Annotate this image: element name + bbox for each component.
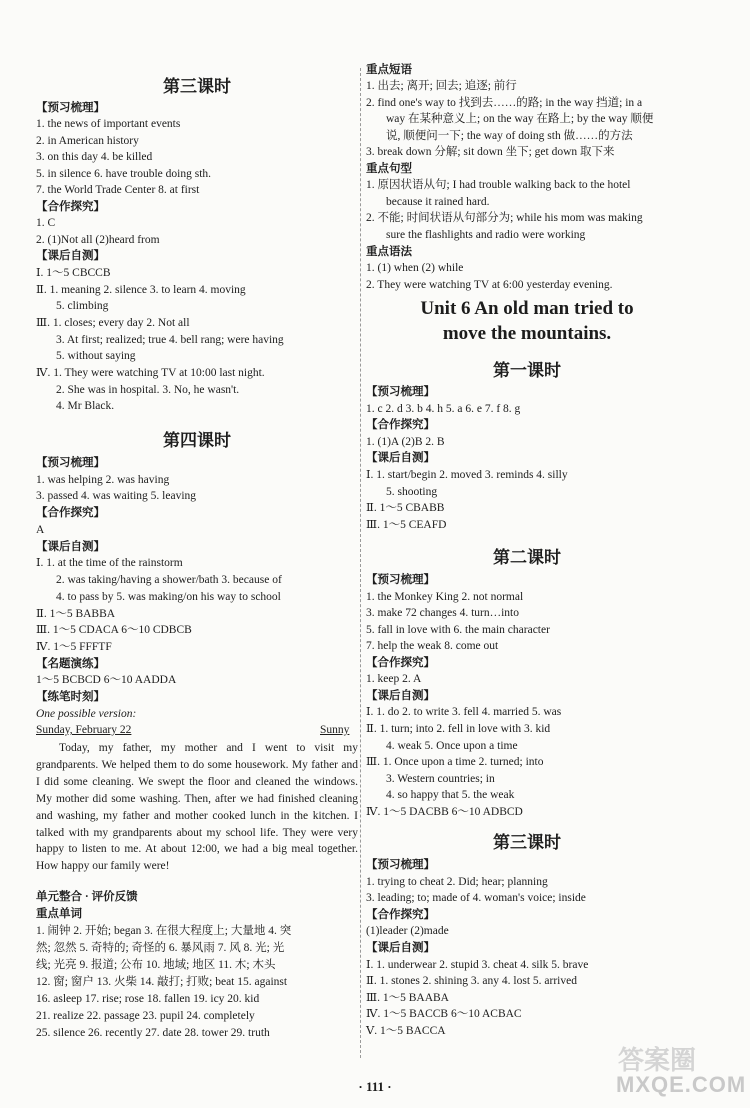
answer-line: Ⅴ. 1～5 BACCA xyxy=(366,1025,446,1037)
answer-line: 7. help the weak 8. come out xyxy=(366,640,499,652)
answer-line: 1. was helping 2. was having xyxy=(36,474,170,486)
section-heading: 【预习梳理】 xyxy=(366,574,435,586)
answer-line: 7. the World Trade Center 8. at first xyxy=(36,184,200,196)
answer-line: 3. passed 4. was waiting 5. leaving xyxy=(36,490,197,502)
section-heading: 【课后自测】 xyxy=(366,690,435,702)
answer-line: 12. 窗; 窗户 13. 火柴 14. 敲打; 打败; beat 15. against xyxy=(36,976,288,988)
answer-line: 4. to pass by 5. was making/on his way to school xyxy=(56,591,281,603)
answer-line: 2. find one's way to 找到去……的路; in the way 挡道; in a xyxy=(366,97,643,109)
answer-line: Ⅰ. 1. underwear 2. stupid 3. cheat 4. silk 5. brave xyxy=(366,959,589,971)
section-heading: 重点单词 xyxy=(36,908,82,920)
section-heading: 【合作探究】 xyxy=(366,657,435,669)
answer-line: 2. They were watching TV at 6:00 yesterday evening. xyxy=(366,279,613,291)
diary-paragraph: Today, my father, my mother and I went to visit my grandparents. We helped them to do some housework. My father and I did some cleaning. We swept the floor and cleaned the windows. My mother did some washing. Then, after we had finished cleaning and washing, my father and mother cooked lunch in the kitchen. I talked with my grandparents about my school life. They were very happy to listen to me. At about 12:00, we had a big meal together. How happy our family were! xyxy=(36,742,358,873)
answer-line: 1. 出去; 离开; 回去; 追逐; 前行 xyxy=(366,80,517,92)
lesson-title: 第二课时 xyxy=(493,548,561,567)
answer-line: Ⅱ. 1～5 CBABB xyxy=(366,502,445,514)
section-heading: 【课后自测】 xyxy=(36,250,105,262)
answer-line: 3. Western countries; in xyxy=(386,773,495,785)
answer-line: Ⅲ. 1. Once upon a time 2. turned; into xyxy=(366,756,544,768)
answer-line: 1. the news of important events xyxy=(36,118,181,130)
answer-line: 1. (1)A (2)B 2. B xyxy=(366,436,445,448)
version-label: One possible version: xyxy=(36,708,137,720)
diary-weather: Sunny xyxy=(320,724,350,736)
section-heading: 【课后自测】 xyxy=(366,942,435,954)
answer-line: 1. C xyxy=(36,217,56,229)
answer-line: 5. shooting xyxy=(386,486,438,498)
section-heading: 【合作探究】 xyxy=(36,201,105,213)
answer-line: 1. 原因状语从句; I had trouble walking back to the hotel xyxy=(366,179,631,191)
answer-line: Ⅳ. 1～5 FFFTF xyxy=(36,641,112,653)
section-heading: 【合作探究】 xyxy=(366,909,435,921)
answer-line: Ⅰ. 1～5 CBCCB xyxy=(36,267,111,279)
lesson-title: 第三课时 xyxy=(163,77,231,96)
answer-line: Ⅰ. 1. start/begin 2. moved 3. reminds 4. silly xyxy=(366,469,568,481)
section-heading: 【合作探究】 xyxy=(36,507,105,519)
answer-line: 2. was taking/having a shower/bath 3. because of xyxy=(56,574,282,586)
diary-date: Sunday, February 22 xyxy=(36,724,132,736)
answer-line: Ⅳ. 1. They were watching TV at 10:00 last night. xyxy=(36,367,265,379)
answer-line: 3. leading; to; made of 4. woman's voice; inside xyxy=(366,892,586,904)
answer-line: Ⅳ. 1～5 BACCB 6～10 ACBAC xyxy=(366,1008,522,1020)
answer-line: 1. trying to cheat 2. Did; hear; planning xyxy=(366,876,548,888)
answer-line: 5. without saying xyxy=(56,350,136,362)
answer-line: 3. make 72 changes 4. turn…into xyxy=(366,607,519,619)
answer-line: (1)leader (2)made xyxy=(366,925,449,937)
answer-line: Ⅳ. 1～5 DACBB 6～10 ADBCD xyxy=(366,806,523,818)
answer-line: Ⅱ. 1. meaning 2. silence 3. to learn 4. moving xyxy=(36,284,246,296)
answer-line: 4. Mr Black. xyxy=(56,400,115,412)
watermark-logo: 答案圈 xyxy=(618,1046,697,1075)
section-heading: 【预习梳理】 xyxy=(36,102,105,114)
answer-line: because it rained hard. xyxy=(386,196,490,208)
answer-line: 说, 顺便问一下; the way of doing sth 做……的方法 xyxy=(386,130,633,142)
watermark-text: MXQE.COM xyxy=(616,1072,747,1097)
section-heading: 【合作探究】 xyxy=(366,419,435,431)
answer-line: Ⅱ. 1. stones 2. shining 3. any 4. lost 5. arrived xyxy=(366,975,577,987)
answer-line: Ⅲ. 1～5 BAABA xyxy=(366,992,449,1004)
section-heading: 重点句型 xyxy=(366,163,412,175)
section-heading: 【课后自测】 xyxy=(366,452,435,464)
section-heading: 【预习梳理】 xyxy=(36,457,105,469)
answer-line: 3. break down 分解; sit down 坐下; get down 取下来 xyxy=(366,146,615,158)
answer-line: 16. asleep 17. rise; rose 18. fallen 19. icy 20. kid xyxy=(36,993,260,1005)
answer-line: Ⅰ. 1. at the time of the rainstorm xyxy=(36,557,183,569)
answer-line: 3. At first; realized; true 4. bell rang; were having xyxy=(56,334,284,346)
answer-line: 4. weak 5. Once upon a time xyxy=(386,740,518,752)
answer-line: 5. fall in love with 6. the main character xyxy=(366,624,550,636)
answer-line: sure the flashlights and radio were working xyxy=(386,229,586,241)
answer-line: 4. so happy that 5. the weak xyxy=(386,789,515,801)
review-title: 单元整合 · 评价反馈 xyxy=(36,891,138,903)
page-number: · 111 · xyxy=(358,1079,392,1094)
answer-line: 1～5 BCBCD 6～10 AADDA xyxy=(36,674,177,686)
diary-text xyxy=(36,740,358,875)
answer-line: 21. realize 22. passage 23. pupil 24. completely xyxy=(36,1010,255,1022)
answer-line: 线; 光亮 9. 报道; 公布 10. 地域; 地区 11. 木; 木头 xyxy=(36,959,276,971)
lesson-title: 第三课时 xyxy=(493,833,561,852)
section-heading: 【名题演练】 xyxy=(36,658,105,670)
section-heading: 重点短语 xyxy=(366,64,412,76)
answer-line: A xyxy=(36,524,45,536)
answer-line: way 在某种意义上; on the way 在路上; by the way 顺便 xyxy=(386,113,654,125)
answer-line: 25. silence 26. recently 27. date 28. tower 29. truth xyxy=(36,1027,270,1039)
answer-line: 然; 忽然 5. 奇特的; 奇怪的 6. 暴风雨 7. 风 8. 光; 光 xyxy=(36,942,285,954)
answer-line: Ⅲ. 1. closes; every day 2. Not all xyxy=(36,317,190,329)
answer-line: Ⅱ. 1～5 BABBA xyxy=(36,608,116,620)
answer-line: 5. in silence 6. have trouble doing sth. xyxy=(36,168,212,180)
answer-line: 2. (1)Not all (2)heard from xyxy=(36,234,160,246)
unit-title: move the mountains. xyxy=(442,323,612,344)
answer-line: 1. (1) when (2) while xyxy=(366,262,464,274)
unit-title: Unit 6 An old man tried to xyxy=(420,298,634,319)
answer-line: 1. c 2. d 3. b 4. h 5. a 6. e 7. f 8. g xyxy=(366,403,521,415)
lesson-title: 第一课时 xyxy=(493,361,561,380)
answer-line: 1. 闹钟 2. 开始; began 3. 在很大程度上; 大量地 4. 突 xyxy=(36,925,292,937)
answer-line: Ⅲ. 1～5 CEAFD xyxy=(366,519,447,531)
section-heading: 【练笔时刻】 xyxy=(36,691,105,703)
answer-line: Ⅱ. 1. turn; into 2. fell in love with 3. kid xyxy=(366,723,551,735)
answer-line: 1. the Monkey King 2. not normal xyxy=(366,591,524,603)
section-heading: 重点语法 xyxy=(366,246,412,258)
answer-line: 2. in American history xyxy=(36,135,139,147)
lesson-title: 第四课时 xyxy=(163,431,231,450)
column-divider xyxy=(360,68,361,1058)
section-heading: 【预习梳理】 xyxy=(366,859,435,871)
answer-line: Ⅰ. 1. do 2. to write 3. fell 4. married 5. was xyxy=(366,706,562,718)
answer-line: 3. on this day 4. be killed xyxy=(36,151,153,163)
section-heading: 【课后自测】 xyxy=(36,541,105,553)
section-heading: 【预习梳理】 xyxy=(366,386,435,398)
answer-line: 2. 不能; 时间状语从句部分为; while his mom was making xyxy=(366,212,643,224)
answer-line: 1. keep 2. A xyxy=(366,673,422,685)
answer-line: 5. climbing xyxy=(56,300,109,312)
answer-line: Ⅲ. 1～5 CDACA 6～10 CDBCB xyxy=(36,624,192,636)
answer-line: 2. She was in hospital. 3. No, he wasn't. xyxy=(56,384,240,396)
